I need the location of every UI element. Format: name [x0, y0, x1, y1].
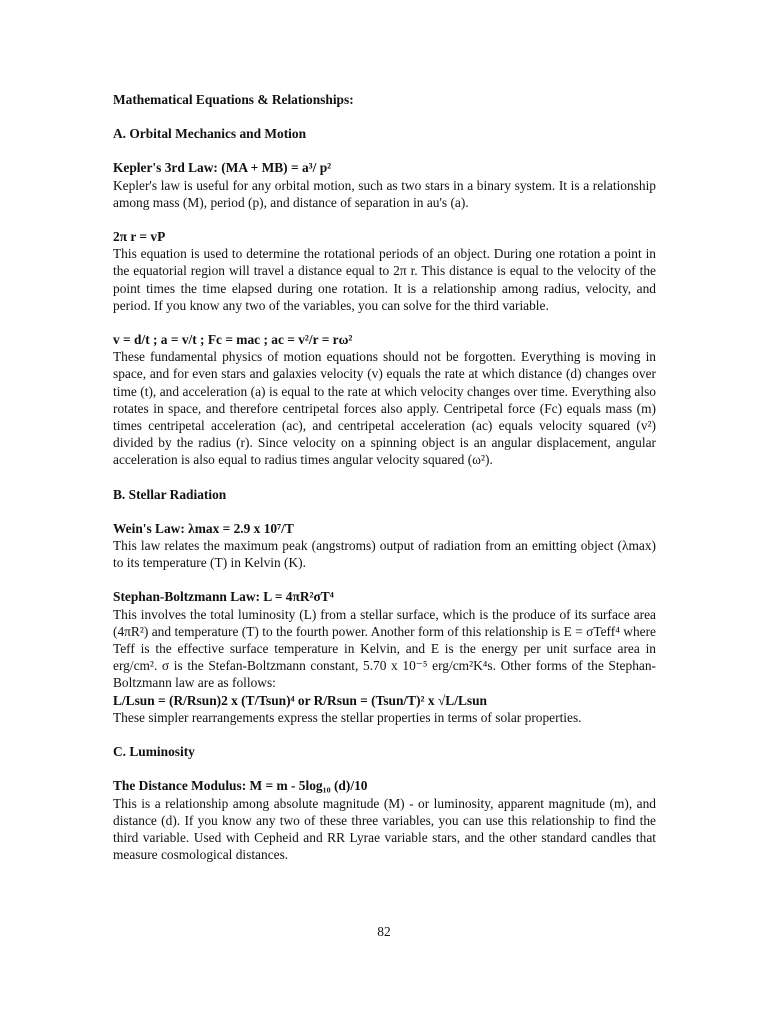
- section-b-heading: B. Stellar Radiation: [113, 486, 227, 502]
- stephan-boltzmann-equation: Stephan-Boltzmann Law: L = 4πR²σT⁴: [113, 589, 334, 605]
- kepler-equation: Kepler's 3rd Law: (MA + MB) = a³/ p²: [113, 160, 332, 176]
- section-c-heading: C. Luminosity: [113, 744, 195, 760]
- wein-equation: Wein's Law: λmax = 2.9 x 10⁷/T: [113, 520, 294, 536]
- page-title: Mathematical Equations & Relationships:: [113, 92, 354, 107]
- stephan-boltzmann-note: These simpler rearrangements express the stellar properties in terms of solar properties.: [113, 709, 582, 725]
- motion-paragraph: These fundamental physics of motion equations should not be forgotten. Everything is moving in space, and for even stars and galaxies velocity (v) equals the rate at which distance (d) changes over time (t), and acceleration (a) is equal to the rate at which velocity changes over time. Everything also rotates in space, and therefore centripetal forces also apply. Centripetal force (Fc) equals mass (m) times centripetal acceleration (ac), and centripetal acceleration (ac) equals velocity squared (v²) divided by the radius (r). Since velocity on a spinning object is an angular displacement, angular acceleration is also equal to radius times angular velocity squared (ω²).: [113, 349, 656, 468]
- kepler-paragraph: Kepler's law is useful for any orbital motion, such as two stars in a binary system. It is a relationship among mass (M), period (p), and distance of separation in au's (a).: [113, 177, 656, 210]
- stephan-boltzmann-forms: L/Lsun = (R/Rsun)2 x (T/Tsun)⁴ or R/Rsun = (Tsun/T)² x √L/Lsun: [113, 692, 487, 708]
- distance-modulus-equation: The Distance Modulus: M = m - 5log₁₀ (d)/10: [113, 778, 368, 794]
- wein-paragraph: This law relates the maximum peak (angstroms) output of radiation from an emitting object (λmax) to its temperature (T) in Kelvin (K).: [113, 538, 656, 571]
- document-page: [113, 91, 656, 863]
- rotation-paragraph: This equation is used to determine the rotational periods of an object. During one rotation a point in the equatorial region will travel a distance equal to 2π r. This distance is equal to the velocity of the point times the time elapsed during one rotation. It is a relationship among radius, velocity, and period. If you know any two of the variables, you can solve for the third variable.: [113, 246, 656, 313]
- stephan-boltzmann-paragraph: This involves the total luminosity (L) from a stellar surface, which is the produce of its surface area (4πR²) and temperature (T) to the fourth power. Another form of this relationship is E = σTeff⁴ where Teff is the effective surface temperature in Kelvin, and E is the energy per unit surface area in erg/cm². σ is the Stefan-Boltzmann constant, 5.70 x 10⁻⁵ erg/cm²K⁴s. Other forms of the Stephan-Boltzmann law are as follows:: [113, 606, 656, 691]
- page-number: 82: [377, 924, 391, 939]
- rotation-equation: 2π r = vP: [113, 229, 166, 245]
- motion-equations: v = d/t ; a = v/t ; Fc = mac ; ac = v²/r = rω²: [113, 332, 353, 348]
- section-a-heading: A. Orbital Mechanics and Motion: [113, 126, 307, 142]
- distance-modulus-paragraph: This is a relationship among absolute magnitude (M) - or luminosity, apparent magnitude (m), and distance (d). If you know any two of these three variables, you can use this relationship to find the third variable. Used with Cepheid and RR Lyrae variable stars, and the other standard candles that measure cosmological distances.: [113, 795, 656, 863]
